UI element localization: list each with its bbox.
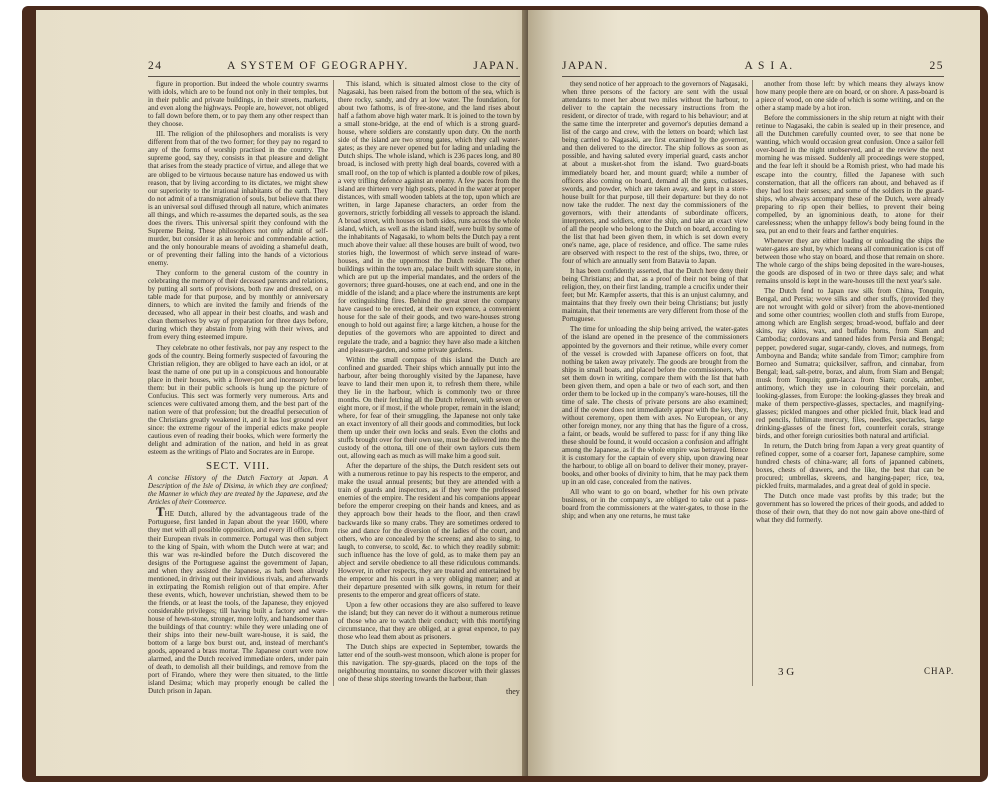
right-header-rule [562, 76, 944, 77]
section-summary: A concise History of the Dutch Factory at Japan. A Description of the Isle of Disima, in which they are confined; the Manner in which they are treated by the Japanese, and the Articles of their Commerce. [148, 474, 328, 507]
paragraph-text: HE Dutch, allured by the advantageous trade of the Portuguese, first landed in Japan about the year 1600, where they met with all possible opposition, and every ill office, from their European rivals in commerce. Portugal was then subject to the king of Spain, with whom the Dutch were at war; and this war was re-kindled before the Dutch discovered the designs of the Portuguese against the government of Japan, and when they assisted the Japanese, as hath been already mentioned, in driving out their invidious rivals, and afterwards in extirpating the Romish religion out of that empire. After these events, which, however unchristian, shewed them to be the friends, or at least the tools, of the Japanese, they enjoyed considerable privileges; till having built a factory and ware-house of hewn-stone, stronger, more lofty, and handsomer than the buildings of that country: while they were unlading one of their ships into their new-built ware-house, it is said, the bottom of a large box burst out, and, instead of merchant's goods, appeared a brass mortar. The Japanese court were now alarmed, and the Dutch received immediate orders, under pain of death, to demolish all their buildings, and remove from the port of Firando, where they were then situated, to the little island Desima; which may properly enough be called the Dutch prison in Japan. [148, 510, 328, 696]
paragraph: III. The religion of the philosophers and moralists is very different from that of the two former; for they pay no regard to any of the forms of worship practised in the country. The supreme good, say they, consists in that pleasure and delight that arises from the steady practice of virtue, and allege that we are obliged to be virtuous because nature has endowed us with reason, that by living according to its dictates, we might shew our superiority to the irrational inhabitants of the earth. They do not admit of a transmigration of souls, but believe that there is an universal soul diffused through all nature, which animates all things, and which re-assumes the departed souls, as the sea does the rivers. This universal spirit they confound with the Supreme Being. These philosophers not only admit of self-murder, but consider it as an heroic and commendable action, and the only honourable means of avoiding a shameful death, or of preventing their falling into the hands of a victorious enemy. [148, 130, 328, 268]
paragraph: Within the small compass of this island the Dutch are confined and guarded. Their ships which annually put into the harbour, after being thoroughly visited by the Japanese, have leave to land their men upon it, to refresh them there, while they lie in the harbour, which is commonly two or three months. On their fetching all the Dutch referent, with seven or eight more, or if most, if the whole proper, remain in the island; where, for fear of their smuggling, the Japanese not only take an exact inventory of all their goods and commodities, but lock them up under their own locks and seals. Even the cloths and stuffs brought over for their own use, must be delivered into the custody of the ottona, till one of their own taylors cuts them out, allowing each as much as will make him a good suit. [338, 355, 520, 461]
right-column-2 [756, 80, 944, 527]
right-page [528, 10, 980, 776]
left-column-2 [338, 80, 520, 685]
paragraph: Whenever they are either loading or unloading the ships the water-gates are shut, by which means all communication is cut off between those who stay on board, and those that remain on shore. The whole cargo of the ships being deposited in the ware-houses, the goods are disposed of in two or three days sale; and what remains unsold is kept in the ware-houses till the next year's sale. [756, 236, 944, 286]
paragraph: They celebrate no other festivals, nor pay any respect to the gods of the country. Being formerly suspected of favouring the Christian religion, they are obliged to have each an idol, or at least the name of one put up in a conspicuous and honourable place in their houses, with a flower-pot and incensory before them: but in their public schools is hung up the picture of Confucius. This sect was formerly very numerous. Arts and sciences were cultivated among them, and the best part of the nation were of that profession; but the dreadful persecution of the Christians greatly weakened it, and it has lost ground ever since: the extreme rigour of the imperial edicts make people cautious even of reading their books, which were formerly the delight and admiration of the nation, and held in as great esteem as the writings of Plato and Socrates are in Europe. [148, 343, 328, 457]
column-divider [752, 80, 753, 686]
right-running-title: A S I A. [744, 60, 794, 72]
book [22, 6, 988, 782]
left-running-right: JAPAN. [473, 60, 520, 72]
left-running-title: A SYSTEM OF GEOGRAPHY. [227, 60, 409, 72]
paragraph: The time for unloading the ship being arrived, the water-gates of the island are opened in the presence of the commissioners appointed by the governors and their retinue, while every corner of the vessel is crowded with Japanese officers on foot, that nothing be taken away privately. The goods are brought from the ships in small boats, and placed before the commissioners, who set them down in writing, compare them with the list that hath been given them, and open a bale or two of each sort, and then order them to be locked up in the company's ware-houses, till the time of sale. The chests of private persons are also examined; and if the owner does not immediately appear with the key, they, without ceremony, open them with axes. No European, or any other foreign money, nor any thing that has the figure of a cross, a faint, or beads, would be suffered to pass: for if any thing like these should be found, it would occasion a confusion and affright among the Japanese, as if the whole empire was betrayed. Hence it is customary for the captain of every ship, upon drawing near the harbour, to oblige all on board to deliver their money, prayer-books, and other books of divinity to him, that he may pack them up in an old case, concealed from the natives. [562, 325, 748, 487]
left-running-head [148, 60, 520, 72]
right-column-1 [562, 80, 748, 523]
paragraph: Upon a few other occasions they are also suffered to leave the island; but they can never do it without a numerous retinue of those who are to watch their conduct; with this mortifying circumstance, that they are obliged, at a great expence, to pay those who lead them about as prisoners. [338, 601, 520, 642]
left-page [36, 10, 546, 776]
paragraph: The Dutch ships are expected in September, towards the latter end of the south-west monsoon, which alone is proper for this navigation. The spy-guards, placed on the tops of the neighbouring mountains, no sooner discover with their glasses one of these ships steering towards the harbour, than [338, 643, 520, 684]
right-catchword: CHAP. [924, 666, 955, 676]
column-divider [333, 80, 334, 686]
left-page-number: 24 [148, 60, 163, 72]
paragraph: It has been confidently asserted, that the Dutch here deny their being Christians; and that, as a proof of their not being of that religion, they, on their first landing, trample a crucifix under their feet; but Mr. Kæmpfer asserts, that this is an unjust calumny, and maintains that they freely own their being Christians; but justly maintain, that their tenements are very different from those of the Portuguese. [562, 267, 748, 324]
right-page-number: 25 [929, 60, 944, 72]
paragraph: After the departure of the ships, the Dutch resident sets out with a numerous retinue to pay his respects to the emperor, and make the usual annual presents; but they are attended with a train of guards and inspectors, as if they were the professed enemies of the empire. The resident and his companions appear before the emperor creeping on their hands and knees, and as they approach bow their heads to the floor, and then crawl backwards like so many crabs. They are sometimes ordered to rise and dance for the diversion of the ladies of the court, and others, who are concealed by the screens; and also to sing, to laugh, to converse, to scold, &c. to which they readily submit: such influence has the love of gold, as to make them pay an abject and servile obedience to all these ridiculous commands. However, in other respects, they are treated and entertained by the emperor and his court in a very obliging manner; and at their departure presented with silk gowns, in return for their presents to the emperor and great officers of state. [338, 462, 520, 599]
left-column-1 [148, 80, 328, 697]
right-running-head [562, 60, 944, 72]
paragraph: Before the commissioners in the ship return at night with their retinue to Nagasaki, the cabin is sealed up in their presence, and all the Dutchmen carefully counted over, to see that none be wanting, which would occasion great confusion. Once a sailor fell over-board in the night unobserved, and at the review the next morning he was missed. Suddenly all proceedings were stopped, and the fear left it should be a Romish priest, who had made his escape into the country, filled the Japanese with such consternation, that all the officers ran about, and behaved as if they had lost their senses; and some of the soldiers in the guard-ships, who always accompany these of the Dutch, were already preparing to rip open their bellies, to prevent their being compelled, by an ignominious death, to atone for their carelessness; when the unhappy fellow's body being found in the sea, put an end to their fears and farther enquiries. [756, 114, 944, 235]
drop-cap: T [156, 504, 165, 520]
right-running-left: JAPAN. [562, 60, 609, 72]
paragraph: another from those left: by which means they always know how many people there are on board, or on shore. A pass-board is a piece of wood, on one side of which is some writing, and on the other a stamp made by a hot iron. [756, 80, 944, 113]
paragraph: They conform to the general custom of the country in celebrating the memory of their deceased parents and relations, by putting all sorts of provisions, both raw and dressed, on a table made for that purpose, and by monthly or anniversary dinners, to which are invited the family and friends of the deceased, who all appear in their best cloaths, and wash and clean themselves by way of preparation for three days before, during which they abstain from lying with their wives, and from every thing esteemed impure. [148, 269, 328, 342]
paragraph: In return, the Dutch bring from Japan a very great quantity of refined copper, some of a coarser fort, Japanese camphire, some hundred chests of china-ware; all forts of japanned cabinets, boxes, chests of drawers, and the like, the best that can be procured; umbrellas, skreens, and hanging-paper; rice, tea, pickled fruits, marmalades, and a great deal of gold in specie. [756, 442, 944, 491]
paragraph: The Dutch once made vast profits by this trade; but the government has so lowered the prices of their goods, and added to those of their own, that they do not now gain above one-third of what they did formerly. [756, 492, 944, 525]
paragraph: This island, which is situated almost close to the city of Nagasaki, has been raised from the bottom of the sea, which is there rocky, sandy, and dry at low water. The foundation, for about two fathoms, is of free-stone, and the land rises about half a fathom above high water mark. It is joined to the town by a small stone-bridge, at the end of which is a strong guard-house, where soldiers are constantly upon duty. On the north side of the island are two strong gates, which they call water-gates; as they are never opened but for lading and unlading the Dutch ships. The whole island, which is 236 paces long, and 80 broad, is inclosed with pretty high deal boards, covered with a small roof, on the top of which is planted a double row of pikes, a very trifling defence against an enemy. A few paces from the island are thirteen very high posts, placed in the water at proper distances, with small wooden tablets at the top, upon which are written, in large Japanese characters, an order from the governors, strictly forbidding all vessels to approach the island. A broad street, with houses on both sides, runs across the whole island, which, as well as the island itself, were built by some of the inhabitants of Nagasaki, to whom belts the Dutch pay a rent much above their value: all these houses are built of wood, two stories high, the lowermost of which serve instead of ware-houses, and in the uppermost the Dutch reside. The other buildings within the town are, palace built with square stone, in which are put up the imperial mandates, and the orders of the governors; three guard-houses, one at each end, and one in the middle of the island; and a place where the instruments are kept for extinguishing fires. Behind the great street the company have caused to be erected, at their own expence, a convenient house for the sale of their goods, and two ware-houses strong enough to hold out against fire; a large kitchen, a house for the deputies of the governors who are appointed to direct and regulate the trade, and a bagnio: they have also made a kitchen and pleasure-garden, and some private gardens. [338, 80, 520, 354]
paragraph: All who want to go on board, whether for his own private business, or in the company's, are obliged to take out a pass-board from the commissioners at the water-gates, to those in the ship; and when any one returns, he must take [562, 488, 748, 521]
signature-mark: 3 G [778, 666, 795, 678]
paragraph: they send notice of her approach to the governors of Nagasaki, when three persons of the factory are sent with the usual attendants to meet her about two miles without the harbour, to deliver to the captain the necessary instructions from the resident, or director of trade, with regard to his behaviour; and at the same time the interpreter and governor's deputies demand a list of the cargo and crew, with the letters on board; which last being carried to Nagasaki, are first examined by the governor, and then delivered to the director. The ship follows as soon as possible, and having saluted every imperial guard, casts anchor at about a musket-shot from the island. Two guard-boats immediately board her, and mount guard; while a number of officers also coming on board, demand all the guns, cutlasses, swords, and powder, which are taken away, and kept in a store-house built for that purpose, till their departure: but they do not now take the rudder. The next day the commissioners of the governors, with their attendants of subordinate officers, interpreters, and soldiers, enter the ship, and take an exact view of all the people who belong to the Dutch on board, according to the list that had been given them, in which is set down every one's name, age, place of residence, and office. The same rules are observed with respect to the rest of the ships, two, three, or four of which are annually sent from Batavia to Japan. [562, 80, 748, 266]
left-header-rule [148, 76, 520, 77]
paragraph: figure in proportion. But indeed the whole country swarms with idols, which are to be found not only in their temples, but in their public and private buildings, in their streets, markets, and even along the highways. People are, however, not obliged to fall down before them, or to pay them any other respect than they choose. [148, 80, 328, 129]
paragraph: The Dutch fend to Japan raw silk from China, Tonquin, Bengal, and Persia; wove silks and other stuffs, (provided they are not wrought with gold or silver) from the above-mentioned and some other countries; woollen cloth and stuffs from Europe, among which are English serges; broad-wood, buffalo and deer skins, ray skins, wax, and buffalo horns, from Siam and Cambodia; cordovans and tanned hides from Persia and Bengal; pepper, powdered sugar, sugar-candy, cloves, and nutmegs, from Amboyna and Banda; white sandale from Timor; camphire from Borneo and Sumatra; quicksilver, saffron, and cinnabar, from Bengal; lead, salt-petre, borax, and alum, from Siam and Bengal; musk from Tonquin; gum-lacca from Siam; corals, amber, antimony, which they use in colouring their porcelain, and looking-glasses, from Europe: the looking-glasses they break and make of them perspective-glasses, spectacles, and magnifying-glasses; pickled mangoes and other pickled fruit, black lead and red pencils, fublimate mercury, files, needles, spectacles, large drinking-glasses of the finest fort, counterfeit corals, strange birds, and other foreign curiosities both natural and artificial. [756, 287, 944, 441]
left-catchword: they [506, 687, 520, 696]
section-heading: SECT. VIII. [205, 460, 271, 473]
paragraph [148, 504, 328, 696]
